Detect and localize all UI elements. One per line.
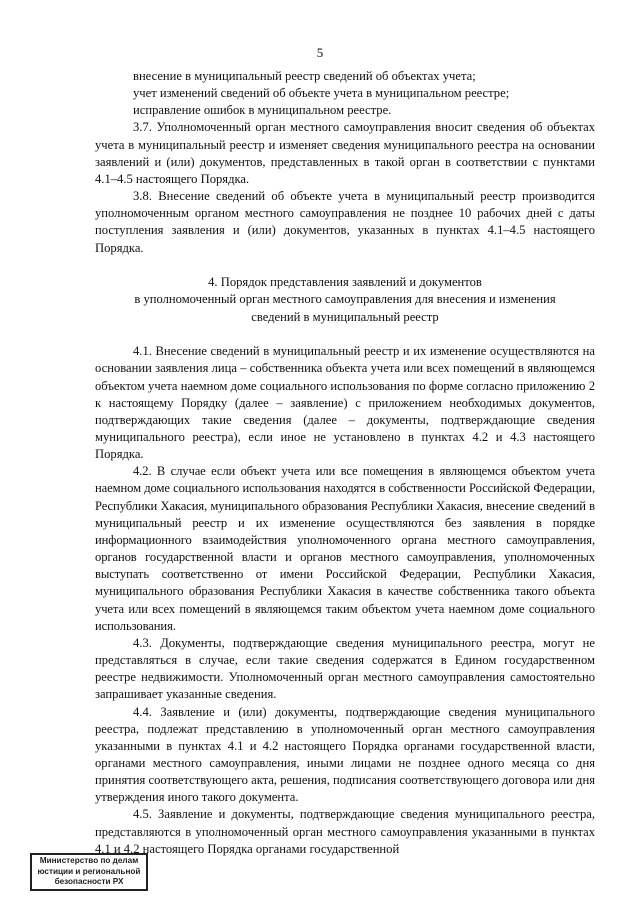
paragraph-4-3: 4.3. Документы, подтверждающие сведения муниципального реестра, могут не представляться в случае, если такие сведения содержатся в Едином государственном реестре недвижимости. Уполномоченный орган местного самоуправления самостоятельно запрашивает указанные сведения. xyxy=(95,635,595,702)
stamp-line: юстиции и региональной xyxy=(37,866,141,876)
section-heading-line: 4. Порядок представления заявлений и документов xyxy=(208,274,482,289)
stamp-line: Министерство по делам xyxy=(39,856,139,865)
stamp-line: безопасности РХ xyxy=(54,877,124,886)
document-body xyxy=(95,68,595,858)
paragraph-4-5: 4.5. Заявление и документы, подтверждающие сведения муниципального реестра, представляются в уполномоченный орган местного самоуправления указанными в пунктах 4.1 и 4.2 настоящего Порядка органами государственной xyxy=(95,807,595,856)
paragraph-4-4: 4.4. Заявление и (или) документы, подтверждающие сведения муниципального реестра, подлежат представлению в уполномоченный орган местного самоуправления указанными в пунктах 4.1 и 4.2 настоящего Порядка органами государственной власти, органами местного самоуправления, иными лицами не позднее одного месяца со дня принятия соответствующего акта, решения, подписания соответствующего договора или дня утверждения иного такого документа. xyxy=(95,704,595,805)
paragraph-3-8: 3.8. Внесение сведений об объекте учета в муниципальный реестр производится уполномоченным органом местного самоуправления не позднее 10 рабочих дней с даты поступления заявления и (или) документов, указанных в пунктах 4.1–4.5 настоящего Порядка. xyxy=(95,189,595,255)
ministry-stamp xyxy=(30,853,148,891)
section-heading-line: сведений в муниципальный реестр xyxy=(251,309,439,324)
section-heading-line: в уполномоченный орган местного самоуправления для внесения и изменения xyxy=(134,292,556,307)
paragraph-4-2: 4.2. В случае если объект учета или все помещения в являющемся объектом учета наемном доме социального использования находятся в собственности Российской Федерации, Республики Хакасия, муниципального образования Республики Хакасия, внесение сведений в муниципальный реестр и их изменение осуществляются без заявления в порядке информационного взаимодействия уполномоченного органа местного самоуправления, органов государственной власти и органов местного самоуправления, уполномоченных выступать соответственно от имени Российской Федерации, Республики Хакасия, муниципального образования Республики Хакасия в качестве собственника такого объекта учета или всех помещений в являющемся таким объектом учета наемном доме социального использования. xyxy=(95,464,595,633)
page-number: 5 xyxy=(316,45,324,60)
list-item: исправление ошибок в муниципальном реестре. xyxy=(133,103,392,118)
paragraph-4-1: 4.1. Внесение сведений в муниципальный реестр и их изменение осуществляются на основании заявления лица – собственника объекта учета или всех помещений в являющемся объектом учета наемном доме социального использования по форме согласно приложению 2 к настоящему Порядку (далее – заявление) с приложением необходимых документов, подтверждающих такие сведения (далее – документы, подтверждающие сведения муниципального реестра), если иное не установлено в пунктах 4.2 и 4.3 настоящего Порядка. xyxy=(95,344,595,462)
paragraph-3-7: 3.7. Уполномоченный орган местного самоуправления вносит сведения об объектах учета в муниципальный реестр и изменяет сведения муниципального реестра на основании заявлений и (или) документов, представленных в такой орган в соответствии с пунктами 4.1–4.5 настоящего Порядка. xyxy=(95,120,595,186)
list-item: внесение в муниципальный реестр сведений об объектах учета; xyxy=(133,69,476,83)
list-item: учет изменений сведений об объекте учета в муниципальном реестре; xyxy=(133,86,510,101)
section-heading xyxy=(95,274,595,327)
